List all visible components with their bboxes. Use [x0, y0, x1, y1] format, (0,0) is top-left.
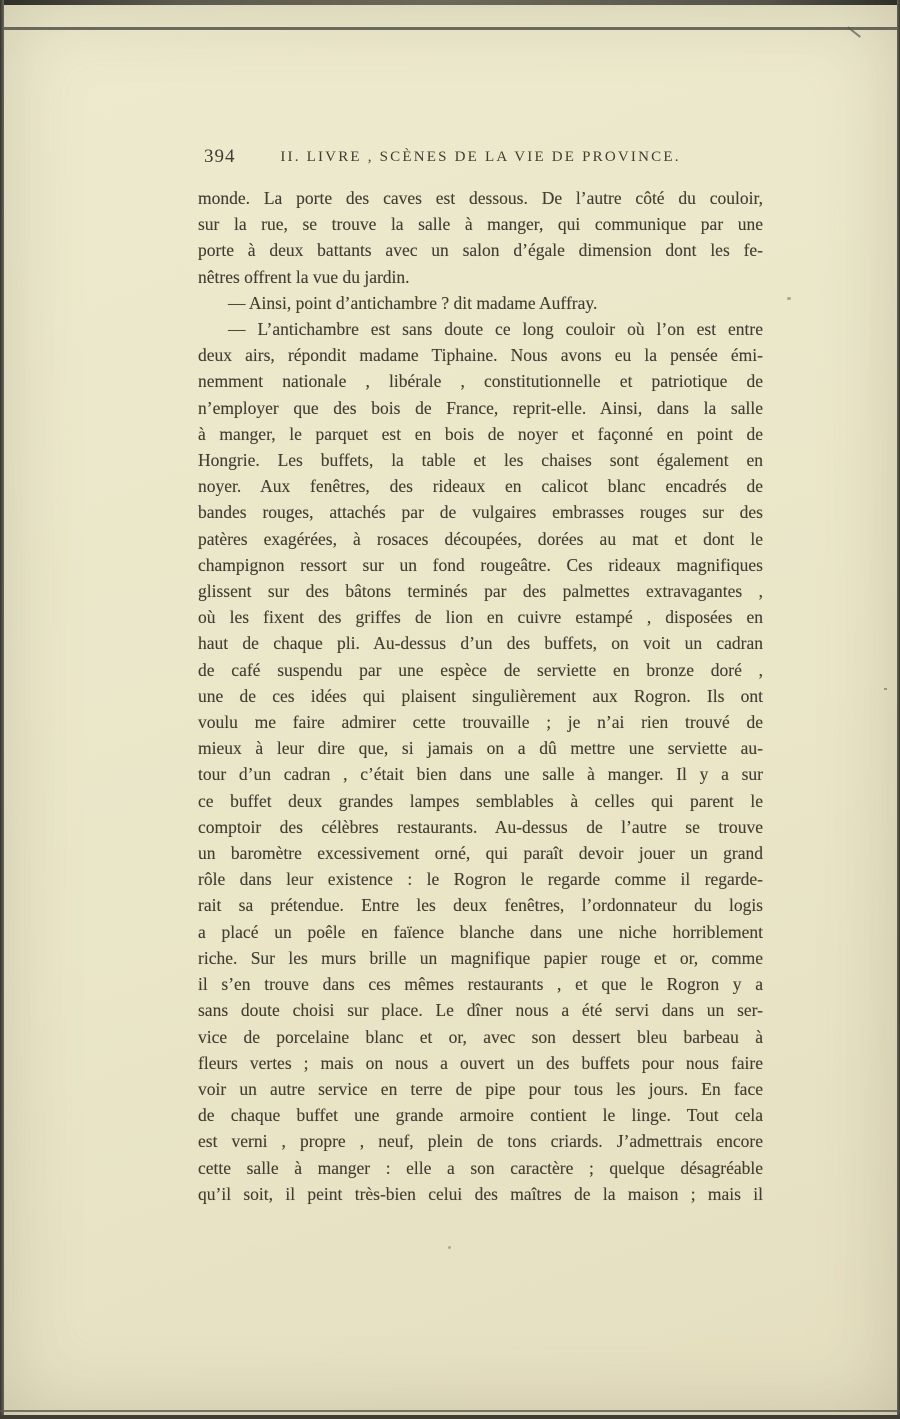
- text-line: un baromètre excessivement orné, qui paraît devoir jouer un grand: [198, 843, 763, 864]
- text-line: rait sa prétendue. Entre les deux fenêtres, l’ordonnateur du logis: [198, 895, 763, 916]
- text-line: champignon ressort sur un fond rougeâtre. Ces rideaux magnifiques: [198, 554, 763, 575]
- text-line: une de ces idées qui plaisent singulièrement aux Rogron. Ils ont: [198, 685, 763, 706]
- text-line: est verni , propre , neuf, plein de tons criards. J’admettrais encore: [198, 1131, 763, 1152]
- text-line: — Ainsi, point d’antichambre ? dit madame Auffray.: [228, 292, 598, 313]
- text-line: cette salle à manger : elle a son caractère ; quelque désagréable: [198, 1157, 763, 1178]
- text-line: a placé un poêle en faïence blanche dans une niche horriblement: [198, 921, 763, 942]
- body-text: [198, 185, 763, 1207]
- text-line: nêtres offrent la vue du jardin.: [198, 266, 410, 287]
- page-bottom-rule: [0, 1410, 900, 1412]
- text-line: tour d’un cadran , c’était bien dans une salle à manger. Il y a sur: [198, 764, 763, 785]
- scan-artifact: [787, 297, 791, 300]
- text-line: noyer. Aux fenêtres, des rideaux en calicot blanc encadrés de: [198, 476, 763, 497]
- text-line: voir un autre service en terre de pipe pour tous les jours. En face: [198, 1078, 763, 1099]
- running-title: II. LIVRE , SCÈNES DE LA VIE DE PROVINCE.: [280, 149, 681, 165]
- text-line: fleurs vertes ; mais on nous a ouvert un des buffets pour nous faire: [198, 1052, 763, 1073]
- text-line: mieux à leur dire que, si jamais on a dû mettre une serviette au-: [198, 738, 763, 759]
- text-line: rôle dans leur existence : le Rogron le regarde comme il regarde-: [198, 869, 763, 890]
- text-line: à manger, le parquet est en bois de noyer et façonné en point de: [198, 423, 763, 444]
- text-line: n’employer que des bois de France, reprit-elle. Ainsi, dans la salle: [198, 397, 763, 418]
- page-top-rule: [0, 27, 900, 30]
- text-line: riche. Sur les murs brille un magnifique papier rouge et or, comme: [198, 947, 763, 968]
- text-line: deux airs, répondit madame Tiphaine. Nous avons eu la pensée émi-: [198, 345, 763, 366]
- text-line: où les fixent des griffes de lion en cuivre estampé , disposées en: [198, 607, 763, 628]
- text-line: de café suspendu par une espèce de serviette en bronze doré ,: [198, 659, 763, 680]
- text-line: monde. La porte des caves est dessous. De l’autre côté du couloir,: [198, 188, 763, 208]
- text-line: sur la rue, se trouve la salle à manger, qui communique par une: [198, 214, 763, 235]
- text-line: Hongrie. Les buffets, la table et les chaises sont également en: [198, 450, 763, 471]
- text-line: de chaque buffet une grande armoire contient le linge. Tout cela: [198, 1105, 763, 1126]
- text-line: ce buffet deux grandes lampes semblables à celles qui parent le: [198, 790, 763, 811]
- scan-edge-left: [0, 0, 4, 1419]
- scan-artifact: [884, 688, 887, 690]
- page-header: [198, 146, 763, 176]
- scan-edge-bottom: [0, 1415, 900, 1419]
- text-line: bandes rouges, attachés par de vulgaires embrasses rouges sur des: [198, 502, 763, 523]
- text-line: haut de chaque pli. Au-dessus d’un des buffets, on voit un cadran: [198, 633, 763, 654]
- scan-artifact: [448, 1246, 451, 1249]
- text-line: porte à deux battants avec un salon d’égale dimension dont les fe-: [198, 240, 763, 261]
- text-line: glissent sur des bâtons terminés par des palmettes extravagantes ,: [198, 581, 763, 602]
- text-line: il s’en trouve dans ces mêmes restaurants , et que le Rogron y a: [198, 974, 763, 995]
- text-line: qu’il soit, il peint très-bien celui des maîtres de la maison ; mais il: [198, 1183, 763, 1204]
- text-line: voulu me faire admirer cette trouvaille ; je n’ai rien trouvé de: [198, 712, 763, 733]
- text-line: — L’antichambre est sans doute ce long couloir où l’on est entre: [228, 319, 763, 340]
- text-line: patères exagérées, à rosaces découpées, dorées au mat et dont le: [198, 528, 763, 549]
- scan-edge-top: [0, 0, 900, 5]
- text-line: sans doute choisi sur place. Le dîner nous a été servi dans un ser-: [198, 1000, 763, 1021]
- text-line: vice de porcelaine blanc et or, avec son dessert bleu barbeau à: [198, 1026, 763, 1047]
- page-number: 394: [204, 146, 236, 167]
- text-line: comptoir des célèbres restaurants. Au-dessus de l’autre se trouve: [198, 816, 763, 837]
- text-line: nemment nationale , libérale , constitutionnelle et patriotique de: [198, 371, 763, 392]
